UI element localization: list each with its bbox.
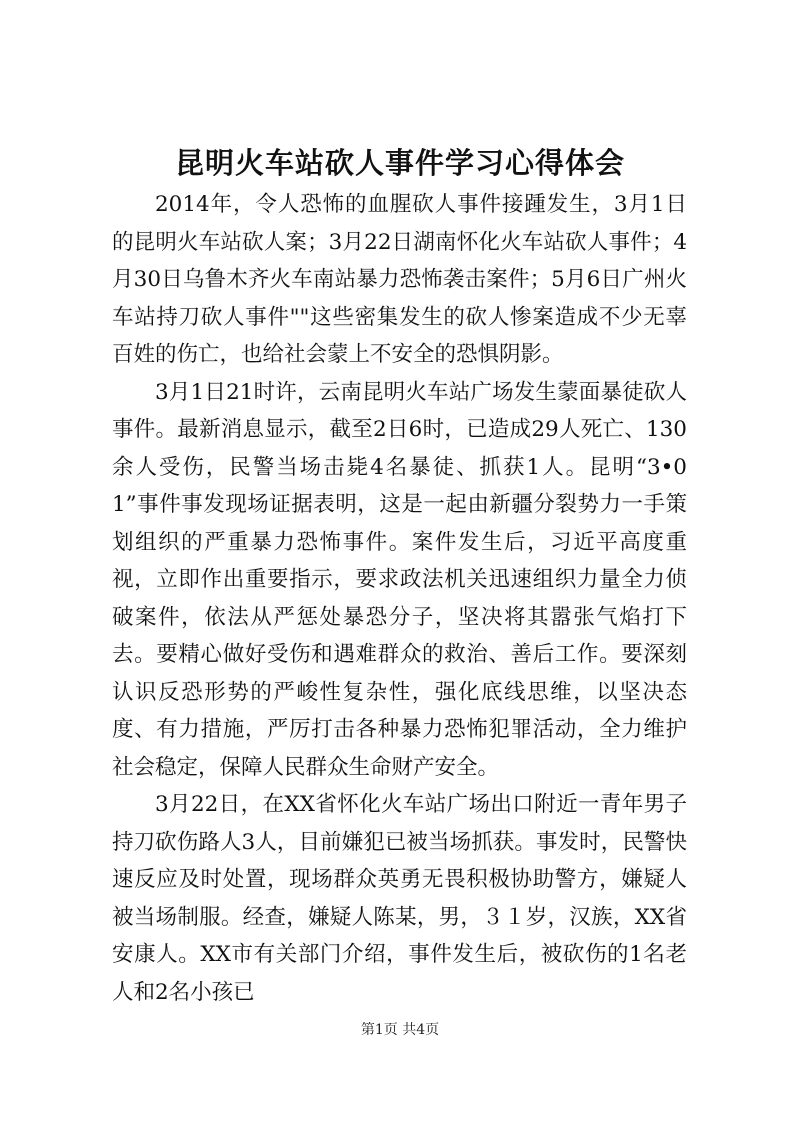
paragraph-2: 3月1日21时许，云南昆明火车站广场发生蒙面暴徒砍人事件。最新消息显示，截至2日6时，已造成29人死亡、130余人受伤，民警当场击毙4名暴徒、抓获1人。昆明“3•01”事件事发现场证据表明，这是一起由新疆分裂势力一手策划组织的严重暴力恐怖事件。案件发生后，习近平高度重视，立即作出重要指示，要求政法机关迅速组织力量全力侦破案件，依法从严惩处暴恐分子，坚决将其嚣张气焰打下去。要精心做好受伤和遇难群众的救治、善后工作。要深刻认识反恐形势的严峻性复杂性，强化底线思维，以坚决态度、有力措施，严厉打击各种暴力恐怖犯罪活动，全力维护社会稳定，保障人民群众生命财产安全。 (112, 379, 687, 780)
document-title: 昆明火车站砍人事件学习心得体会 (174, 146, 625, 180)
paragraph-3: 3月22日，在XX省怀化火车站广场出口附近一青年男子持刀砍伤路人3人，目前嫌犯已被当场抓获。事发时，民警快速反应及时处置，现场群众英勇无畏积极协助警方，嫌疑人被当场制服。经查，嫌疑人陈某，男，３１岁，汉族，XX省安康人。XX市有关部门介绍，事件发生后，被砍伤的1名老人和2名小孩已 (112, 792, 687, 1005)
page-number-footer: 第1页 共4页 (360, 1022, 440, 1038)
document-body (112, 186, 687, 1011)
paragraph-1: 2014年，令人恐怖的血腥砍人事件接踵发生，3月1日的昆明火车站砍人案；3月22日湖南怀化火车站砍人事件；4月30日乌鲁木齐火车南站暴力恐怖袭击案件；5月6日广州火车站持刀砍人事件""这些密集发生的砍人惨案造成不少无辜百姓的伤亡，也给社会蒙上不安全的恐惧阴影。 (112, 192, 687, 367)
